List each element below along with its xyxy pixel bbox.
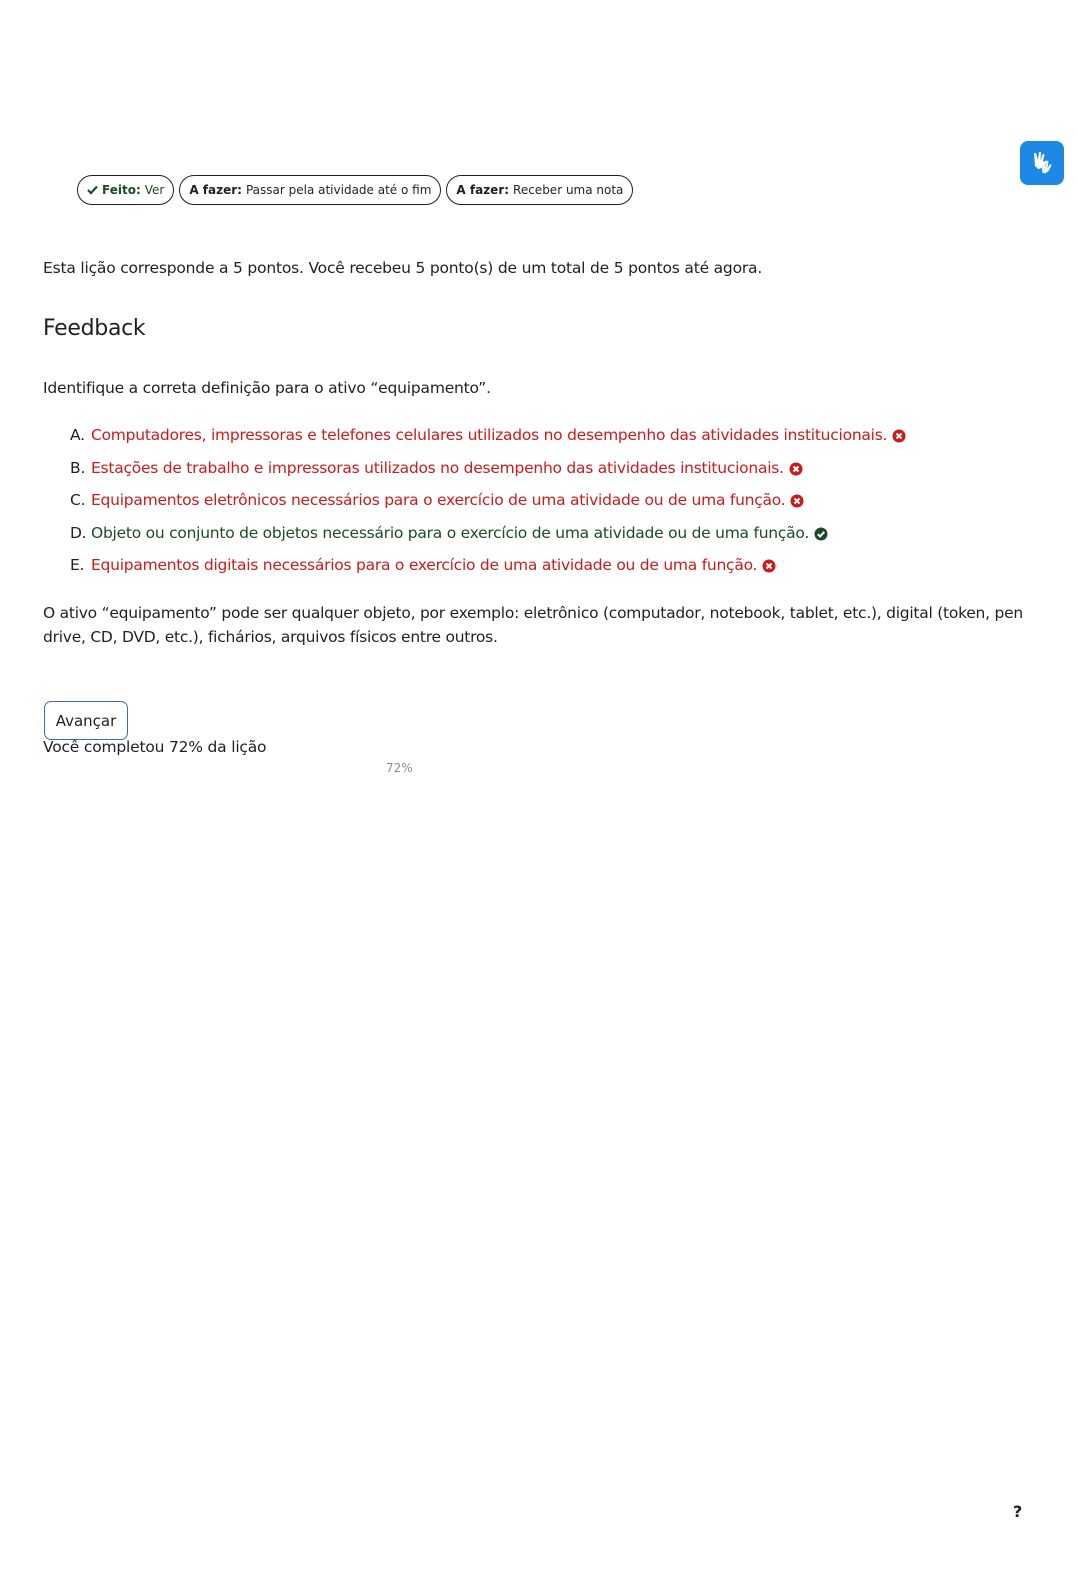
completion-todo-label: A fazer:: [456, 183, 510, 197]
activity-completion-bar: [77, 175, 633, 205]
answer-text: Objeto ou conjunto de objetos necessário para o exercício de uma atividade ou de uma função.: [91, 523, 809, 542]
incorrect-icon: [892, 429, 906, 443]
completion-todo-label: A fazer:: [189, 183, 242, 197]
answer-option: [70, 459, 906, 492]
answer-text: Equipamentos eletrônicos necessários para o exercício de uma atividade ou de uma função.: [91, 491, 786, 509]
sign-language-hands-icon: [1028, 149, 1056, 177]
answer-letter: C.: [70, 491, 86, 509]
completion-done-value: Ver: [144, 183, 165, 197]
lesson-points-text: Esta lição corresponde a 5 pontos. Você recebeu 5 ponto(s) de um total de 5 pontos até agora.: [43, 259, 763, 277]
progress-percent-label: 72%: [386, 761, 413, 775]
correct-check-icon: [814, 527, 828, 541]
answer-text: Estações de trabalho e impressoras utilizados no desempenho das atividades institucionais.: [91, 458, 784, 477]
answer-text: Computadores, impressoras e telefones celulares utilizados no desempenho das atividades institucionais.: [91, 426, 888, 444]
completion-done-badge: [77, 175, 174, 205]
question-text: Identifique a correta definição para o ativo “equipamento”.: [43, 379, 491, 397]
completion-todo-value: Receber uma nota: [513, 183, 624, 197]
answer-option: [70, 556, 906, 589]
completion-todo-badge: [179, 175, 441, 205]
next-button[interactable]: Avançar: [44, 701, 128, 740]
incorrect-icon: [790, 494, 804, 508]
incorrect-icon: [789, 462, 803, 476]
answer-text: Equipamentos digitais necessários para o exercício de uma atividade ou de uma função.: [91, 556, 758, 574]
answer-option: [70, 491, 906, 524]
progress-bar: [43, 761, 755, 777]
progress-bar-fill: [43, 761, 556, 777]
answer-explanation: O ativo “equipamento” pode ser qualquer objeto, por exemplo: eletrônico (computador, notebook, tablet, etc.), digital (token, pen drive, CD, DVD, etc.), fichários, arquivos físicos entre outros.: [43, 604, 1023, 646]
feedback-heading: Feedback: [43, 316, 146, 341]
answer-letter: A.: [70, 426, 85, 444]
completion-todo-value: Passar pela atividade até o fim: [245, 183, 432, 197]
vlibras-accessibility-button[interactable]: [1020, 141, 1064, 185]
answer-list: [70, 426, 906, 589]
answer-letter: D.: [70, 523, 87, 542]
progress-text: Você completou 72% da lição: [43, 738, 267, 756]
answer-option: [70, 524, 906, 557]
check-icon: [87, 185, 98, 195]
answer-letter: E.: [70, 556, 85, 574]
completion-done-label: Feito:: [102, 183, 141, 197]
help-button[interactable]: ?: [1013, 1502, 1023, 1521]
completion-todo-badge: [446, 175, 633, 205]
answer-letter: B.: [70, 458, 86, 477]
incorrect-icon: [762, 559, 776, 573]
answer-option: [70, 426, 906, 459]
